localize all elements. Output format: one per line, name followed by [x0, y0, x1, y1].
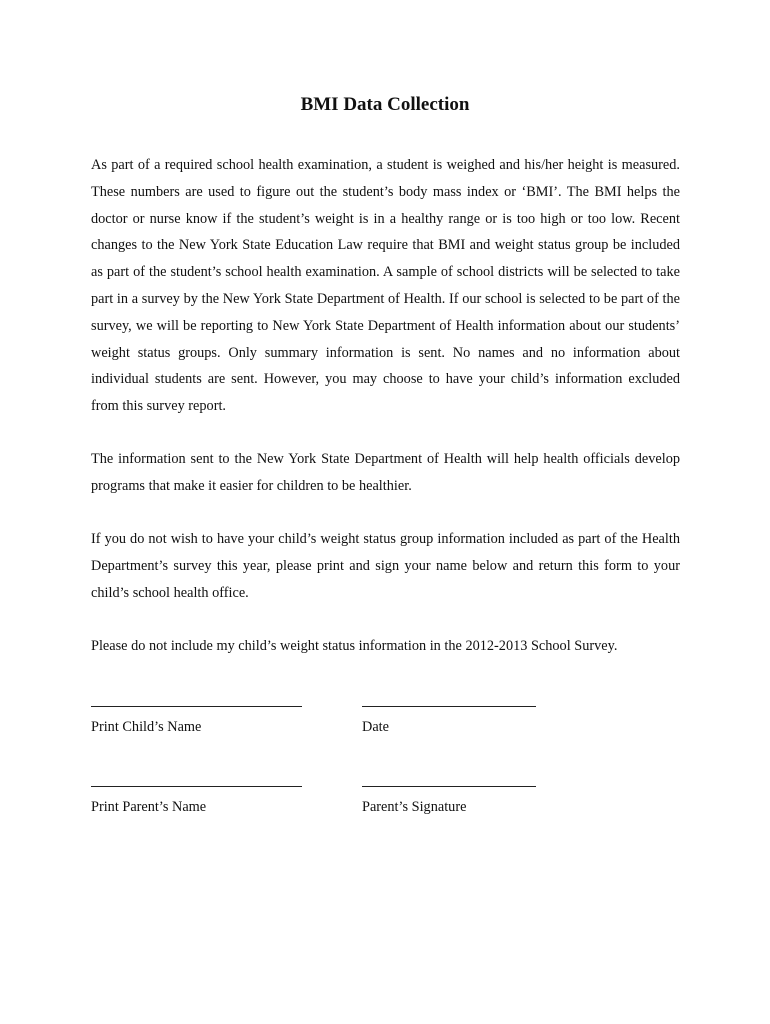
parent-name-label: Print Parent’s Name	[91, 799, 207, 815]
parent-signature-label: Parent’s Signature	[362, 799, 467, 815]
paragraph-health-officials: The information sent to the New York State Department of Health will help health officials develop programs that make it easier for children to be healthier.	[91, 451, 680, 494]
date-label: Date	[362, 719, 389, 735]
document-title: BMI Data Collection	[300, 94, 470, 115]
paragraph-opt-out-statement: Please do not include my child’s weight status information in the 2012-2013 School Survey.	[91, 638, 618, 654]
parent-signature-line[interactable]	[362, 786, 536, 787]
child-name-line[interactable]	[91, 706, 302, 707]
child-name-label: Print Child’s Name	[91, 719, 202, 735]
paragraph-opt-out-instructions: If you do not wish to have your child’s weight status group information included as part of the Health Department’s survey this year, please print and sign your name below and return this form to your child’s school health office.	[91, 531, 680, 601]
date-line[interactable]	[362, 706, 536, 707]
paragraph-bmi-explanation: As part of a required school health examination, a student is weighed and his/her height is measured. These numbers are used to figure out the student’s body mass index or ‘BMI’. The BMI helps the doctor or nurse know if the student’s weight is in a healthy range or is too high or too low. Recent changes to the New York State Education Law require that BMI and weight status group be included as part of the student’s school health examination. A sample of school districts will be selected to take part in a survey by the New York State Department of Health. If our school is selected to be part of the survey, we will be reporting to New York State Department of Health information about our students’ weight status groups. Only summary information is sent. No names and no information about individual students are sent. However, you may choose to have your child’s information excluded from this survey report.	[91, 157, 680, 415]
parent-name-line[interactable]	[91, 786, 302, 787]
